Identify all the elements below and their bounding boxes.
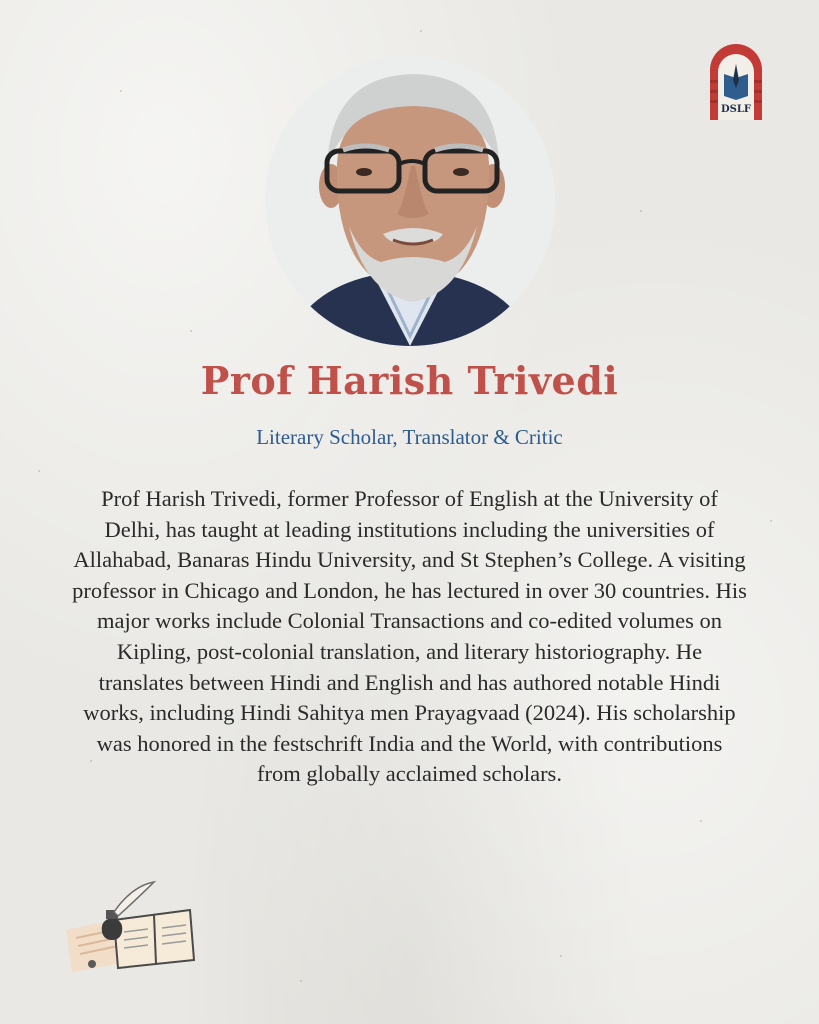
portrait-photo (265, 56, 555, 346)
speaker-name: Prof Harish Trivedi (200, 358, 619, 403)
speaker-portrait (265, 56, 555, 346)
speaker-bio: Prof Harish Trivedi, former Professor of English at the University of Delhi, has taught at leading institutions including the universities of Allahabad, Banaras Hindu University, and St Stephen’s College. A visiting professor in Chicago and London, he has lectured in over 30 countries. His major works include Colonial Transactions and co-edited volumes on Kipling, post-colonial translation, and literary historiography. He translates between Hindi and English and has authored notable Hindi works, including Hindi Sahitya men Prayagvaad (2024). His scholarship was honored in the festschrift India and the World, with contributions from globally acclaimed scholars. (72, 486, 747, 787)
quill-inkpot-book-icon (62, 880, 197, 975)
speaker-role: Literary Scholar, Translator & Critic (256, 425, 563, 449)
dslf-logo-icon (706, 40, 766, 124)
logo-text: DSLF (720, 104, 752, 115)
